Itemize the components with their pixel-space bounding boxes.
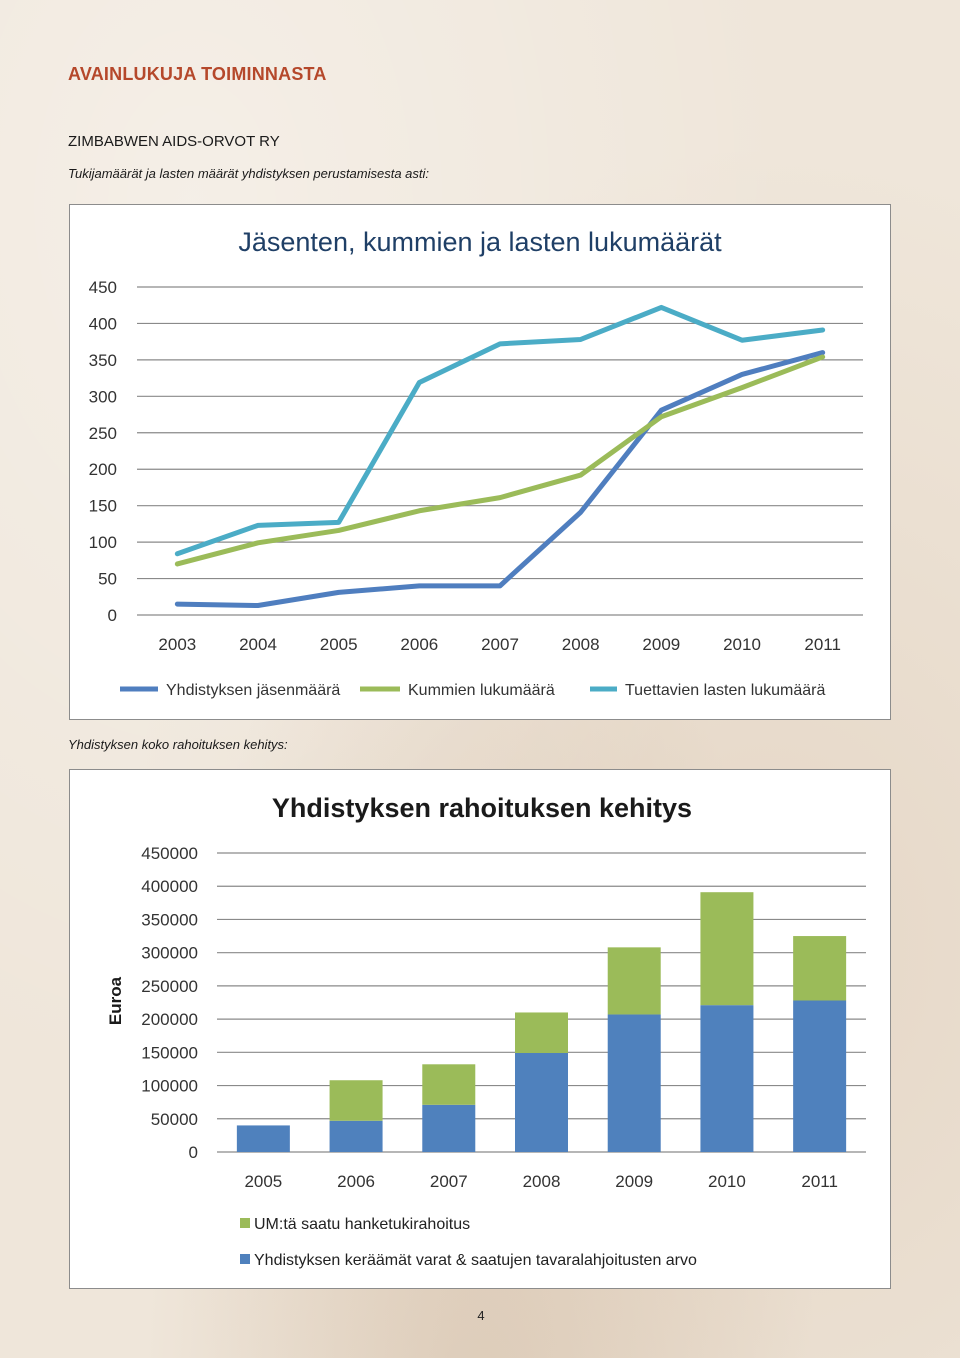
bar-segment-series-2 — [700, 892, 753, 1005]
line-chart-y-tick: 400 — [88, 314, 117, 334]
bar-segment-series-2 — [793, 936, 846, 1000]
chart1-intro-text: Tukijamäärät ja lasten määrät yhdistyksen perustamisesta asti: — [68, 166, 430, 181]
line-chart-y-tick: 100 — [88, 533, 117, 553]
bar-segment-series-2 — [515, 1012, 568, 1053]
line-chart-x-tick: 2007 — [481, 635, 519, 654]
line-legend-label: Kummien lukumäärä — [408, 682, 555, 699]
line-chart-y-tick: 0 — [107, 606, 117, 625]
organization-heading: ZIMBABWEN AIDS-ORVOT RY — [68, 133, 280, 150]
line-chart — [70, 205, 890, 719]
line-series-2 — [177, 357, 822, 564]
line-chart-panel — [69, 204, 891, 720]
line-chart-x-tick: 2005 — [319, 635, 358, 654]
line-chart-title: Jäsenten, kummien ja lasten lukumäärät — [238, 227, 722, 257]
bar-segment-series-1 — [793, 1001, 846, 1152]
line-chart-x-tick: 2009 — [642, 635, 681, 654]
bar-segment-series-1 — [700, 1005, 753, 1152]
bar-chart-y-tick: 350000 — [141, 910, 198, 930]
bar-chart-y-tick: 150000 — [141, 1043, 198, 1063]
bar-legend-swatch — [240, 1254, 250, 1264]
line-chart-y-tick: 350 — [88, 350, 117, 370]
line-legend-label: Tuettavien lasten lukumäärä — [625, 682, 826, 699]
line-chart-y-tick: 450 — [88, 278, 117, 297]
line-chart-y-tick: 150 — [88, 496, 117, 516]
bar-segment-series-2 — [422, 1064, 475, 1105]
bar-segment-series-2 — [330, 1080, 383, 1121]
bar-chart-y-tick: 50000 — [150, 1109, 198, 1129]
bar-chart-x-tick: 2008 — [522, 1172, 561, 1191]
bar-segment-series-1 — [330, 1121, 383, 1152]
bar-chart-x-tick: 2010 — [708, 1172, 746, 1191]
bar-segment-series-1 — [237, 1125, 290, 1152]
line-chart-y-tick: 50 — [98, 569, 117, 589]
bar-segment-series-2 — [608, 947, 661, 1014]
line-chart-y-tick: 200 — [88, 460, 117, 480]
bar-chart-y-tick: 400000 — [141, 877, 198, 897]
bar-chart-y-tick: 200000 — [141, 1010, 198, 1030]
bar-chart-y-tick: 0 — [188, 1143, 198, 1162]
bar-chart-y-tick: 450000 — [141, 844, 198, 863]
line-legend-label: Yhdistyksen jäsenmäärä — [166, 682, 341, 699]
line-chart-y-tick: 300 — [88, 387, 117, 407]
line-series-3 — [177, 307, 822, 553]
bar-chart-x-tick: 2009 — [615, 1172, 654, 1191]
bar-chart — [70, 770, 890, 1288]
bar-chart-y-tick: 250000 — [141, 976, 198, 996]
line-chart-x-tick: 2010 — [723, 635, 761, 654]
bar-chart-x-tick: 2007 — [429, 1172, 468, 1191]
chart2-intro-text: Yhdistyksen koko rahoituksen kehitys: — [68, 737, 288, 752]
bar-chart-title: Yhdistyksen rahoituksen kehitys — [271, 793, 693, 823]
bar-legend-label: Yhdistyksen keräämät varat & saatujen tavaralahjoitusten arvo — [254, 1252, 697, 1269]
bar-legend-label: UM:tä saatu hanketukirahoitus — [254, 1216, 471, 1233]
line-chart-x-tick: 2003 — [158, 635, 197, 654]
bar-chart-x-tick: 2006 — [337, 1172, 375, 1191]
line-chart-x-tick: 2004 — [239, 635, 277, 654]
bar-chart-x-tick: 2005 — [244, 1172, 283, 1191]
line-chart-x-tick: 2011 — [804, 635, 841, 654]
bar-chart-y-label: Euroa — [106, 976, 125, 1026]
bar-segment-series-1 — [422, 1105, 475, 1152]
line-chart-x-tick: 2006 — [400, 635, 439, 654]
line-chart-x-tick: 2008 — [561, 635, 600, 654]
bar-chart-y-tick: 100000 — [141, 1076, 198, 1096]
line-series-1 — [177, 353, 822, 606]
page-number: 4 — [477, 1308, 485, 1323]
bar-segment-series-1 — [608, 1014, 661, 1152]
line-chart-y-tick: 250 — [88, 423, 117, 443]
bar-chart-y-tick: 300000 — [141, 943, 198, 963]
bar-chart-panel — [69, 769, 891, 1289]
bar-legend-swatch — [240, 1218, 250, 1228]
bar-chart-x-tick: 2011 — [801, 1172, 838, 1191]
section-title: AVAINLUKUJA TOIMINNASTA — [68, 64, 327, 84]
bar-segment-series-1 — [515, 1053, 568, 1152]
